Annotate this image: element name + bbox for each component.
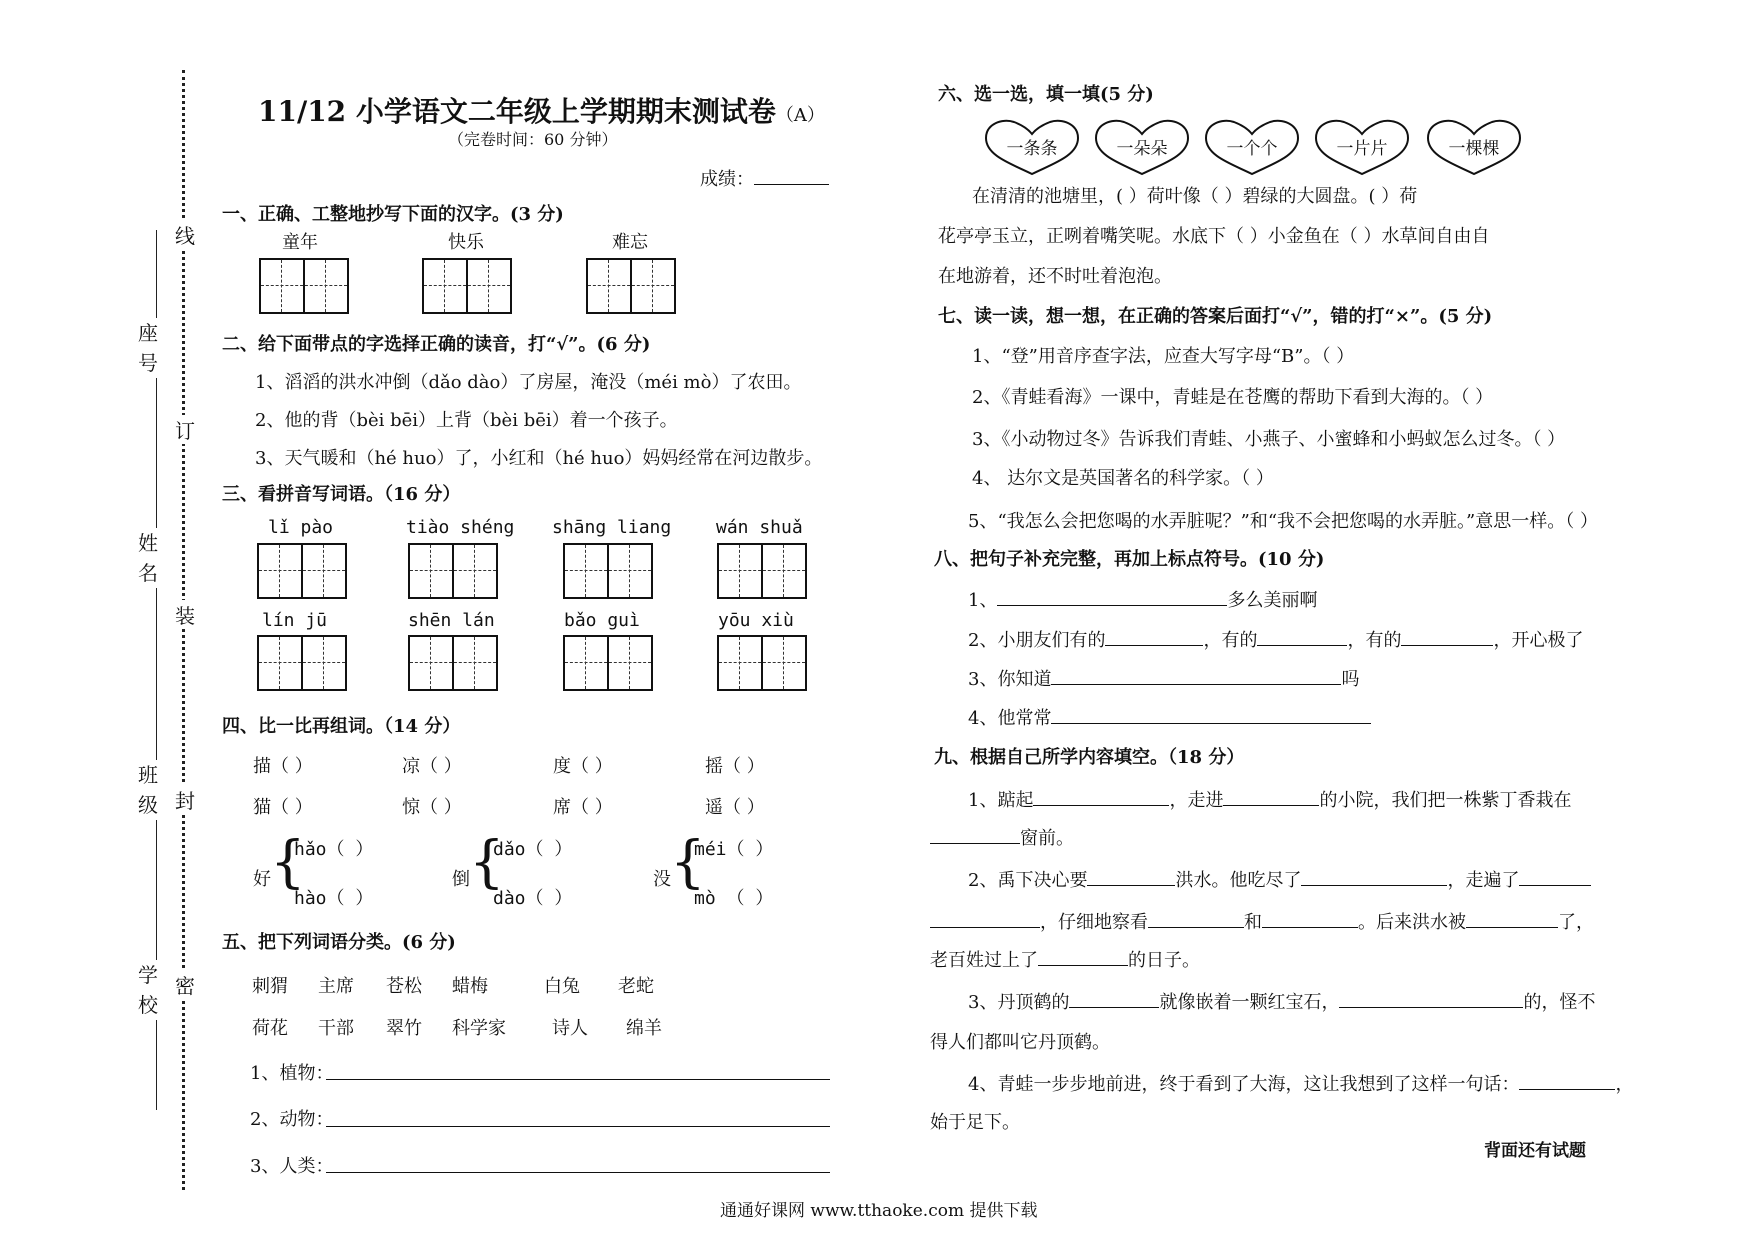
s9-i2-f: 。后来洪水被 [1358,912,1466,933]
s9-i1-c: 的小院，我们把一株紫丁香栽在 [1319,790,1572,811]
s9-i2-h: 老百姓过上了 [930,950,1038,971]
s9-i2-c: ，走遍了 [1447,870,1520,891]
s8-i3-pre: 3、你知道 [968,669,1052,690]
s3-heading: 三、看拼音写词语。（16 分） [222,484,461,505]
s9-i1-a: 1、踮起 [968,790,1034,811]
s3-grid-1[interactable] [257,543,347,599]
s8-i2-blank-1[interactable] [1105,629,1203,646]
s3-pinyin-3: shāng liang [552,517,672,538]
school-label: 学校 [138,960,160,1020]
s5-label-people: 3、人类： [250,1156,334,1177]
s8-i2-c: ，有的 [1347,630,1402,651]
seat-label: 座号 [138,318,160,378]
s4-r2-1: 猫（ ） [253,797,313,818]
s8-i2-blank-2[interactable] [1257,629,1347,646]
s4-r1-1: 描（ ） [253,756,313,777]
s7-item-4: 4、 达尔文是英国著名的科学家。（ ） [972,468,1274,489]
s5-blank-animals[interactable] [326,1126,830,1127]
s3-grid-5[interactable] [257,635,347,691]
s2-line-3: 3、天气暖和（hé huo）了，小红和（hé huo）妈妈经常在河边散步。 [255,448,823,469]
footer-credit: 通通好课网 www.tthaoke.com 提供下载 [720,1201,1038,1221]
s5-r2-5: 诗人 [552,1018,588,1039]
s4-brace-3: { [670,830,706,895]
s9-i1-blank-2[interactable] [1223,789,1319,806]
binding-ding-label: 订 [175,415,195,444]
s8-i2-blank-3[interactable] [1401,629,1493,646]
s3-pinyin-5: lín jū [262,610,328,631]
heart-label-4: 一片片 [1336,139,1388,159]
s9-i2-d: ，仔细地察看 [1040,912,1148,933]
score-label: 成绩： [700,169,754,190]
s4-poly-bottom-1: hào（ ） [294,888,374,909]
s9-i2-blank-4[interactable] [930,911,1040,928]
s5-r1-1: 刺猬 [252,976,288,997]
s9-i3-blank-2[interactable] [1339,991,1523,1008]
s5-r2-2: 干部 [318,1018,354,1039]
s4-poly-top-2: dǎo（ ） [493,839,573,860]
title-suffix: （A） [775,105,825,126]
s8-i1-post: 多么美丽啊 [1227,590,1318,611]
class-label: 班级 [138,760,160,820]
s5-r1-6: 老蛇 [618,976,654,997]
s3-pinyin-6: shēn lán [408,610,495,631]
s1-heading: 一、正确、工整地抄写下面的汉字。(3 分) [222,204,564,225]
s4-poly-top-1: hǎo（ ） [294,839,374,860]
s8-i1-blank[interactable] [997,589,1227,606]
s9-item-3a [968,988,1595,1014]
s3-grid-7[interactable] [563,635,653,691]
s9-i2-blank-5[interactable] [1148,911,1244,928]
s9-i3-c: 的，怪不 [1523,992,1596,1013]
s7-item-5: 5、“我怎么会把您喝的水弄脏呢？”和“我不会把您喝的水弄脏。”意思一样。（ ） [968,511,1598,532]
score-field [700,165,829,191]
s1-grid-3[interactable] [586,258,676,314]
s6-passage-1: 在清清的池塘里，( ）荷叶像（ ）碧绿的大圆盘。( ）荷 [972,186,1418,207]
s9-i1-blank-1[interactable] [1033,789,1169,806]
s8-i3-blank[interactable] [1051,668,1341,685]
s7-item-1: 1、“登”用音序查字法，应查大写字母“B”。（ ） [972,346,1355,367]
s8-item-4 [968,704,1371,730]
heart-4 [1312,116,1412,176]
s9-i3-a: 3、丹顶鹤的 [968,992,1070,1013]
s9-item-4b: 始于足下。 [930,1112,1020,1133]
s1-word-3: 难忘 [612,232,648,253]
s9-item-3b: 得人们都叫它丹顶鹤。 [930,1032,1110,1053]
s3-grid-3[interactable] [563,543,653,599]
s4-r2-2: 惊（ ） [402,797,462,818]
s5-r1-5: 白兔 [544,976,580,997]
s3-pinyin-1: lǐ pào [268,517,334,538]
s5-r2-1: 荷花 [252,1018,288,1039]
s6-heading: 六、选一选，填一填(5 分) [938,84,1154,105]
back-note: 背面还有试题 [1484,1141,1586,1161]
s5-r1-4: 蜡梅 [452,976,488,997]
s4-r1-3: 度（ ） [553,756,613,777]
s1-grid-1[interactable] [259,258,349,314]
s3-pinyin-2: tiào shéng [406,517,515,538]
s4-r2-4: 遥（ ） [705,797,765,818]
heart-label-3: 一个个 [1226,139,1278,159]
s4-poly-bottom-2: dào（ ） [493,888,573,909]
s5-label-plants: 1、植物： [250,1063,334,1084]
s7-heading: 七、读一读，想一想，在正确的答案后面打“√”，错的打“×”。(5 分) [938,306,1493,327]
s2-line-1: 1、滔滔的洪水冲倒（dǎo dào）了房屋，淹没（méi mò）了农田。 [255,372,802,393]
s9-i2-blank-6[interactable] [1262,911,1358,928]
s9-i2-a: 2、禹下决心要 [968,870,1088,891]
s9-item-2c [930,946,1200,972]
s6-passage-2: 花亭亭玉立，正咧着嘴笑呢。水底下（ ）小金鱼在（ ）水草间自由自 [938,226,1490,247]
s1-grid-2[interactable] [422,258,512,314]
s9-i2-g: 了， [1558,912,1594,933]
s9-i1-b: ，走进 [1169,790,1224,811]
s3-grid-2[interactable] [408,543,498,599]
s4-poly-char-2: 倒 [452,869,470,890]
s9-i2-b: 洪水。他吃尽了 [1175,870,1302,891]
s4-r1-2: 凉（ ） [402,756,462,777]
s5-label-animals: 2、动物： [250,1109,334,1130]
s9-i1-blank-3[interactable] [930,827,1020,844]
s8-i2-a: 2、小朋友们有的 [968,630,1106,651]
s9-i3-b: 就像嵌着一颗红宝石， [1159,992,1340,1013]
s8-heading: 八、把句子补充完整，再加上标点符号。(10 分) [934,549,1325,570]
s5-r2-6: 绵羊 [626,1018,662,1039]
heart-3 [1202,116,1302,176]
s7-item-2: 2、《青蛙看海》一课中，青蛙是在苍鹰的帮助下看到大海的。（ ） [972,387,1494,408]
s9-i2-blank-3[interactable] [1519,869,1591,886]
s9-item-2b [930,908,1594,934]
s9-i2-i: 的日子。 [1128,950,1200,971]
s9-i2-blank-2[interactable] [1301,869,1447,886]
s4-brace-2: { [469,830,505,895]
s9-i2-blank-7[interactable] [1466,911,1558,928]
s3-pinyin-7: bǎo guì [564,610,640,631]
s9-item-2a [968,866,1591,892]
s4-r1-4: 摇（ ） [705,756,765,777]
s9-item-1b [930,824,1074,850]
s9-i2-e: 和 [1244,912,1262,933]
binding-zhuang-label: 装 [175,600,195,629]
s7-item-3: 3、《小动物过冬》告诉我们青蛙、小燕子、小蜜蜂和小蚂蚁怎么过冬。（ ） [972,429,1566,450]
s3-grid-8[interactable] [717,635,807,691]
s8-i4-blank[interactable] [1051,707,1371,724]
s9-item-1a [968,786,1571,812]
s3-grid-6[interactable] [408,635,498,691]
s5-r1-3: 苍松 [386,976,422,997]
s9-i2-blank-1[interactable] [1087,869,1175,886]
s8-i3-post: 吗 [1341,669,1360,690]
s2-heading: 二、给下面带点的字选择正确的读音，打“√”。(6 分) [222,334,651,355]
s5-blank-plants[interactable] [326,1079,830,1080]
s5-r2-4: 科学家 [452,1018,506,1039]
s4-r2-3: 席（ ） [553,797,613,818]
s9-i2-blank-8[interactable] [1038,949,1128,966]
s8-item-3 [968,665,1359,691]
s8-i2-b: ，有的 [1203,630,1258,651]
s3-pinyin-8: yōu xiù [718,610,794,631]
heart-5 [1424,116,1524,176]
s5-r1-2: 主席 [318,976,354,997]
s8-i2-d: ，开心极了 [1493,630,1584,651]
s4-poly-bottom-3: mò （ ） [694,888,774,909]
s4-poly-char-1: 好 [253,869,271,890]
heart-label-2: 一朵朵 [1116,139,1168,159]
binding-feng-label: 封 [175,785,195,814]
s5-heading: 五、把下列词语分类。(6 分) [222,932,456,953]
heart-1 [982,116,1082,176]
s9-i4-b: ， [1615,1074,1634,1095]
score-blank[interactable] [754,168,829,185]
heart-label-5: 一棵棵 [1448,139,1500,159]
s4-brace-1: { [270,830,306,895]
s3-pinyin-4: wán shuǎ [716,517,803,538]
s5-blank-people[interactable] [326,1172,830,1173]
s9-i4-a: 4、青蛙一步步地前进，终于看到了大海，这让我想到了这样一句话： [968,1074,1520,1095]
name-label: 姓名 [138,528,160,588]
s9-i4-blank[interactable] [1519,1073,1615,1090]
s4-poly-char-3: 没 [653,869,671,890]
binding-mi-label: 密 [175,970,195,999]
s1-word-2: 快乐 [448,232,484,253]
s2-line-2: 2、他的背（bèi bēi）上背（bèi bēi）着一个孩子。 [255,410,678,431]
s1-word-1: 童年 [282,232,318,253]
s9-heading: 九、根据自己所学内容填空。（18 分） [934,747,1245,768]
exam-duration: （完卷时间：60 分钟） [448,130,618,149]
s8-i4-pre: 4、他常常 [968,708,1052,729]
page-title [258,90,825,130]
s6-passage-3: 在地游着，还不时吐着泡泡。 [938,266,1172,287]
s9-i3-blank-1[interactable] [1069,991,1159,1008]
s9-item-4a [968,1070,1633,1096]
s4-poly-top-3: méi（ ） [694,839,774,860]
s8-i1-pre: 1、 [968,590,998,611]
s5-r2-3: 翠竹 [386,1018,422,1039]
s8-item-1 [968,586,1317,612]
s4-heading: 四、比一比再组词。（14 分） [222,716,461,737]
s9-i1-d: 窗前。 [1020,828,1074,849]
heart-label-1: 一条条 [1006,139,1058,159]
title-text: 11/12 小学语文二年级上学期期末测试卷 [258,95,776,128]
binding-line-label: 线 [175,220,195,249]
s3-grid-4[interactable] [717,543,807,599]
heart-2 [1092,116,1192,176]
s8-item-2 [968,626,1583,652]
